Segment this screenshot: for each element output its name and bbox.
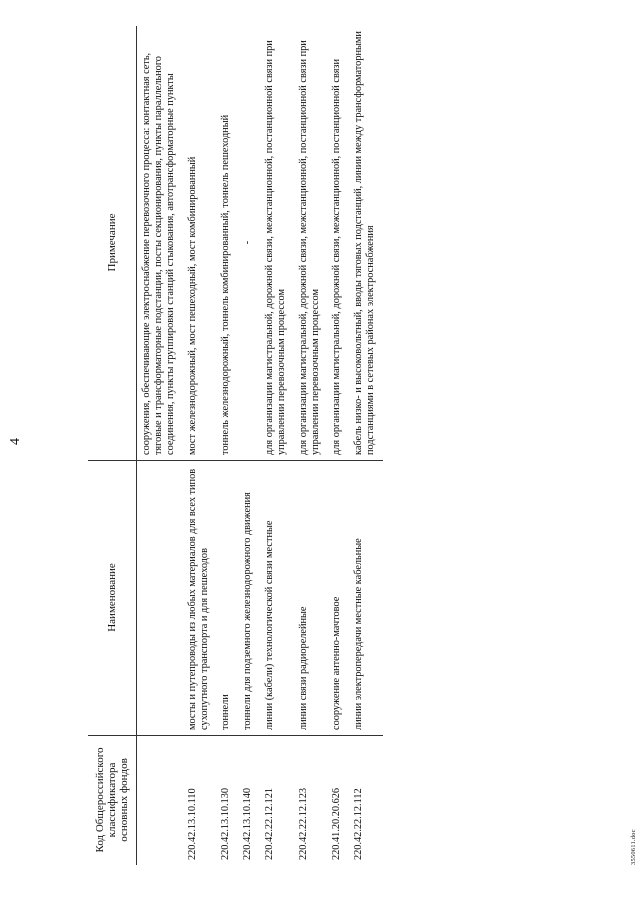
row-name: мосты и путепроводы из любых материалов для всех типов сухопутного транспорта и для пешеходов (183, 461, 217, 736)
row-note: - (238, 26, 260, 461)
table-row (327, 26, 349, 865)
table-row (216, 26, 238, 865)
table-row (349, 26, 383, 865)
header-note: Примечание (88, 26, 137, 461)
header-code: Код Общероссийского классификатора основных фондов (88, 736, 137, 866)
classifier-table (88, 26, 383, 865)
row-note: сооружения, обеспечивающие электроснабжение перевозочного процесса: контактная сеть, тяговые и трансформаторные подстанции, посты секционирования, пункты параллельного соединения, пункты группировки станций стыкования, автотрансформаторные пункты (137, 26, 183, 461)
row-code: 220.42.13.10.130 (220, 787, 232, 860)
row-code: 220.42.13.10.140 (242, 787, 254, 860)
row-name: тоннели (216, 461, 238, 736)
row-note: мост железнодорожный, мост пешеходный, мост комбинированный (183, 26, 217, 461)
row-name (137, 461, 183, 736)
table-row (260, 26, 294, 865)
row-code: 220.42.22.12.121 (264, 787, 276, 860)
row-name: линии связи радиорелейные (294, 461, 328, 736)
row-name: линии электропередачи местные кабельные (349, 461, 383, 736)
row-code: 220.41.20.20.626 (331, 787, 343, 860)
row-note: кабель низко- и высоковольтный, вводы тяговых подстанций, линии между трансформаторными подстанциями в сетевых районах электроснабжения (349, 26, 383, 461)
row-name: сооружение антенно-мачтовое (327, 461, 349, 736)
row-code (137, 736, 183, 866)
page-number: 4 (8, 438, 23, 445)
row-code: 220.42.22.12.112 (353, 788, 365, 860)
row-note: для организации магистральной, дорожной связи, межстанционной, постанционной связи (327, 26, 349, 461)
table-header-row (88, 26, 137, 865)
row-note: для организации магистральной, дорожной связи, межстанционной, постанционной связи при управлении перевозочным процессом (294, 26, 328, 461)
table-row (294, 26, 328, 865)
row-code: 220.42.22.12.123 (297, 787, 309, 860)
table-row (137, 26, 183, 865)
table-row (183, 26, 217, 865)
row-note: для организации магистральной, дорожной связи, межстанционной, постанционной связи при управлении перевозочным процессом (260, 26, 294, 461)
row-name: тоннели для подземного железнодорожного движения (238, 461, 260, 736)
row-code: 220.42.13.10.110 (186, 788, 198, 860)
file-name-footer: 3550611.doc (630, 829, 637, 865)
row-note: тоннель железнодорожный, тоннель комбинированный, тоннель пешеходный (216, 26, 238, 461)
header-name: Наименование (88, 461, 137, 736)
row-name: линии (кабели) технологической связи местные (260, 461, 294, 736)
table-row (238, 26, 260, 865)
